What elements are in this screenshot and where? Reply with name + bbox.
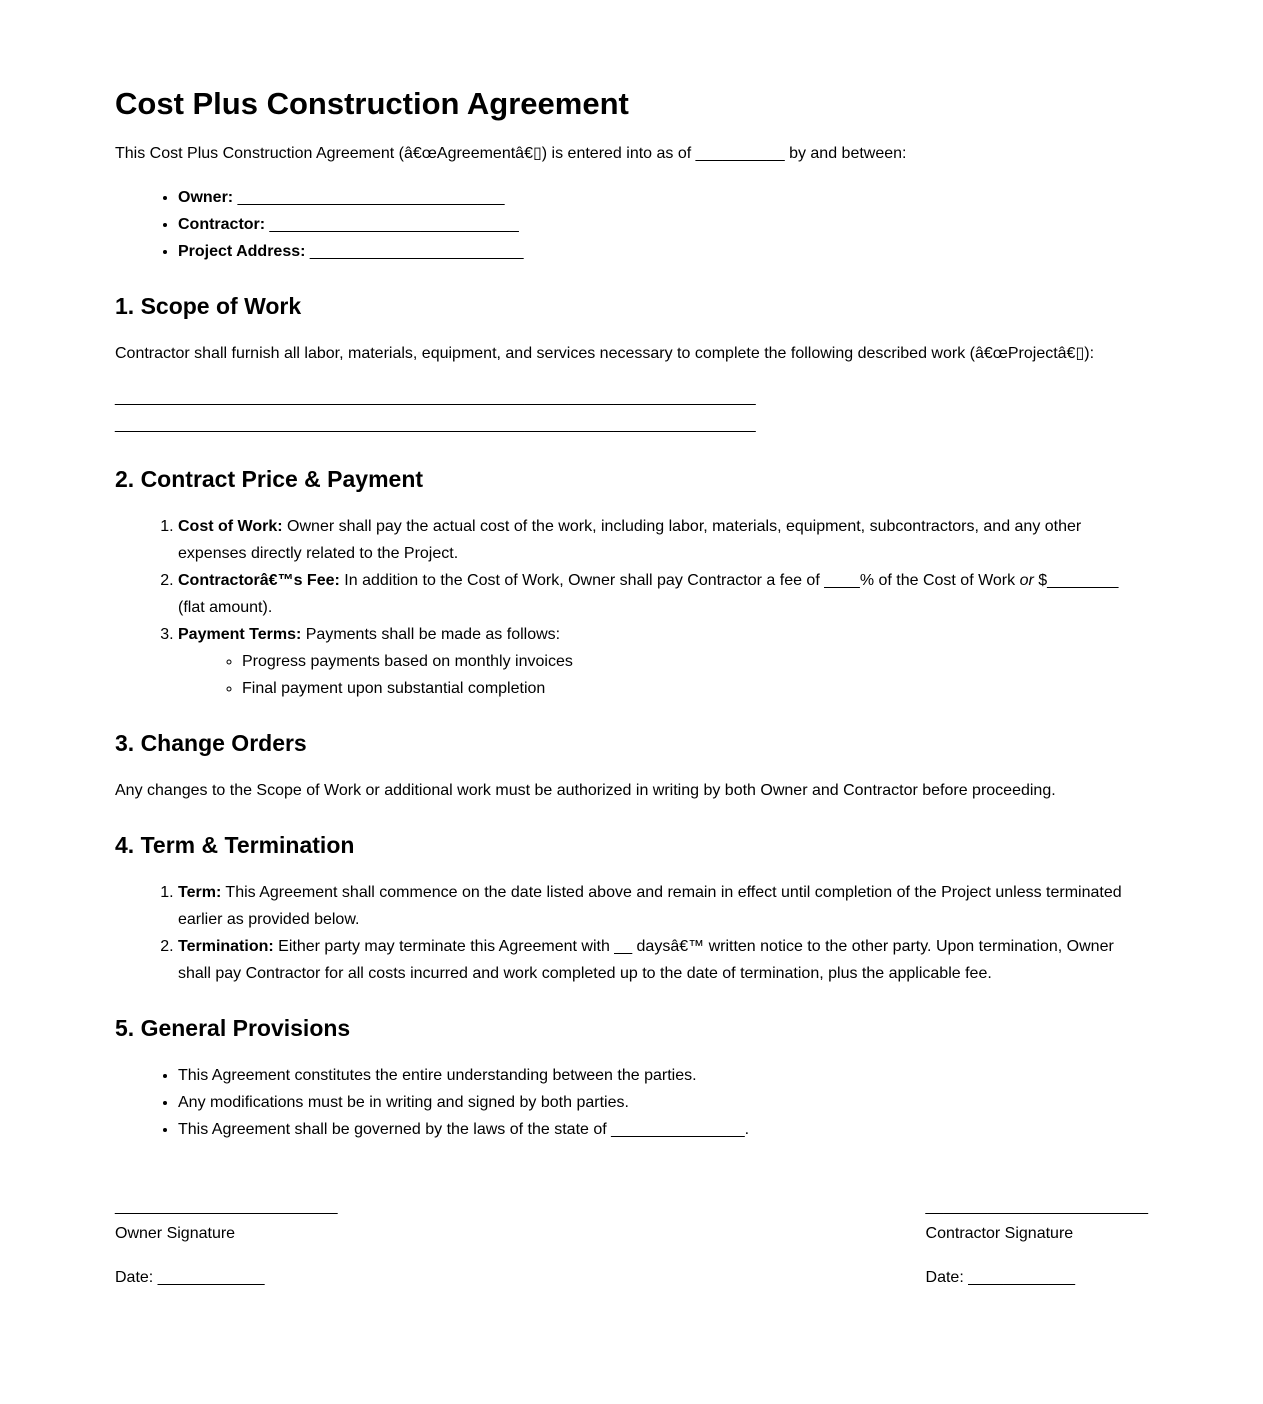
- termination-item: [178, 933, 1148, 987]
- party-project-address-blank: ________________________: [305, 243, 524, 260]
- section-general-provisions: [115, 1015, 1148, 1143]
- contractor-fee-text-2: $________ (flat amount).: [178, 572, 1119, 616]
- contractor-signature-label: Contractor Signature: [925, 1225, 1074, 1242]
- party-owner-blank: ______________________________: [233, 189, 505, 206]
- party-owner: [178, 184, 1148, 211]
- section-scope-of-work: [115, 293, 1148, 438]
- term-item: [178, 879, 1148, 933]
- term-list: [115, 879, 1148, 987]
- owner-date-label: Date:: [115, 1269, 154, 1286]
- term-item-text: This Agreement shall commence on the date listed above and remain in effect until completion of the Project unless terminated earlier as provided below.: [178, 884, 1122, 928]
- scope-blank-lines: [115, 384, 1148, 438]
- payment-item-terms: [178, 621, 1148, 702]
- owner-signature-line: _________________________: [115, 1198, 338, 1215]
- cost-of-work-label: Cost of Work:: [178, 518, 283, 535]
- document-title: Cost Plus Construction Agreement: [115, 86, 629, 121]
- payment-terms-label: Payment Terms:: [178, 626, 302, 643]
- party-project-address-label: Project Address:: [178, 243, 306, 260]
- payment-item-cost-of-work: [178, 513, 1148, 567]
- term-heading: 4. Term & Termination: [115, 832, 355, 858]
- contractor-fee-label: Contractorâ€™s Fee:: [178, 572, 340, 589]
- intro-paragraph: This Cost Plus Construction Agreement (â€œAgreementâ€▯) is entered into as of __________ by and between:: [115, 145, 907, 162]
- change-orders-body: Any changes to the Scope of Work or additional work must be authorized in writing by both Owner and Contractor before proceeding.: [115, 782, 1056, 799]
- contractor-fee-text-1: In addition to the Cost of Work, Owner shall pay Contractor a fee of ____% of the Cost of Work: [339, 572, 1020, 589]
- contractor-date-row: [926, 1264, 1148, 1291]
- payment-terms-text: Payments shall be made as follows:: [301, 626, 561, 643]
- contractor-date-label: Date:: [925, 1269, 964, 1286]
- signature-block: [115, 1193, 1148, 1308]
- contractor-signature-column: [926, 1193, 1148, 1308]
- termination-item-text: Either party may terminate this Agreement with __ daysâ€™ written notice to the other party. Upon termination, Owner shall pay Contractor for all costs incurred and work completed up to the date of termination, plus the applicable fee.: [178, 938, 1114, 982]
- scope-body: Contractor shall furnish all labor, materials, equipment, and services necessary to complete the following described work (â€œProjectâ€▯):: [115, 345, 1095, 362]
- party-contractor-label: Contractor:: [178, 216, 266, 233]
- general-provision-modifications: • Any modifications must be in writing and signed by both parties.: [178, 1089, 1148, 1116]
- change-orders-heading: 3. Change Orders: [115, 730, 307, 756]
- section-contract-price-payment: [115, 466, 1148, 702]
- section-change-orders: [115, 730, 1148, 804]
- scope-blank-line-1: ________________________________________________________________________: [115, 389, 756, 406]
- section-term-termination: [115, 832, 1148, 987]
- party-contractor-blank: ____________________________: [265, 216, 519, 233]
- general-provisions-list: [115, 1062, 1148, 1143]
- cost-of-work-text: Owner shall pay the actual cost of the work, including labor, materials, equipment, subcontractors, and any other expenses directly related to the Project.: [178, 518, 1082, 562]
- owner-date-row: [115, 1264, 337, 1291]
- scope-heading: 1. Scope of Work: [115, 293, 302, 319]
- termination-item-label: Termination:: [178, 938, 274, 955]
- contractor-fee-or: or: [1019, 572, 1034, 589]
- payment-list: [115, 513, 1148, 702]
- party-project-address: [178, 238, 1148, 265]
- parties-list: [115, 184, 1148, 265]
- party-owner-label: Owner:: [178, 189, 234, 206]
- owner-date-blank: ____________: [153, 1269, 265, 1286]
- payment-terms-subitem-final: ◦ Final payment upon substantial completion: [242, 675, 1148, 702]
- general-provisions-heading: 5. General Provisions: [115, 1015, 351, 1041]
- payment-item-contractor-fee: [178, 567, 1148, 621]
- owner-signature-label: Owner Signature: [115, 1225, 236, 1242]
- owner-signature-column: [115, 1193, 337, 1308]
- payment-terms-subitem-progress: ◦ Progress payments based on monthly invoices: [242, 648, 1148, 675]
- contractor-signature-line: _________________________: [925, 1198, 1148, 1215]
- general-provision-governing-law: • This Agreement shall be governed by the laws of the state of _______________.: [178, 1116, 1148, 1143]
- general-provision-entire-understanding: • This Agreement constitutes the entire understanding between the parties.: [178, 1062, 1148, 1089]
- payment-heading: 2. Contract Price & Payment: [115, 466, 424, 492]
- term-item-label: Term:: [178, 884, 222, 901]
- contractor-date-blank: ____________: [963, 1269, 1076, 1286]
- payment-terms-sublist: [178, 648, 1148, 702]
- scope-blank-line-2: ________________________________________________________________________: [115, 416, 756, 433]
- party-contractor: [178, 211, 1148, 238]
